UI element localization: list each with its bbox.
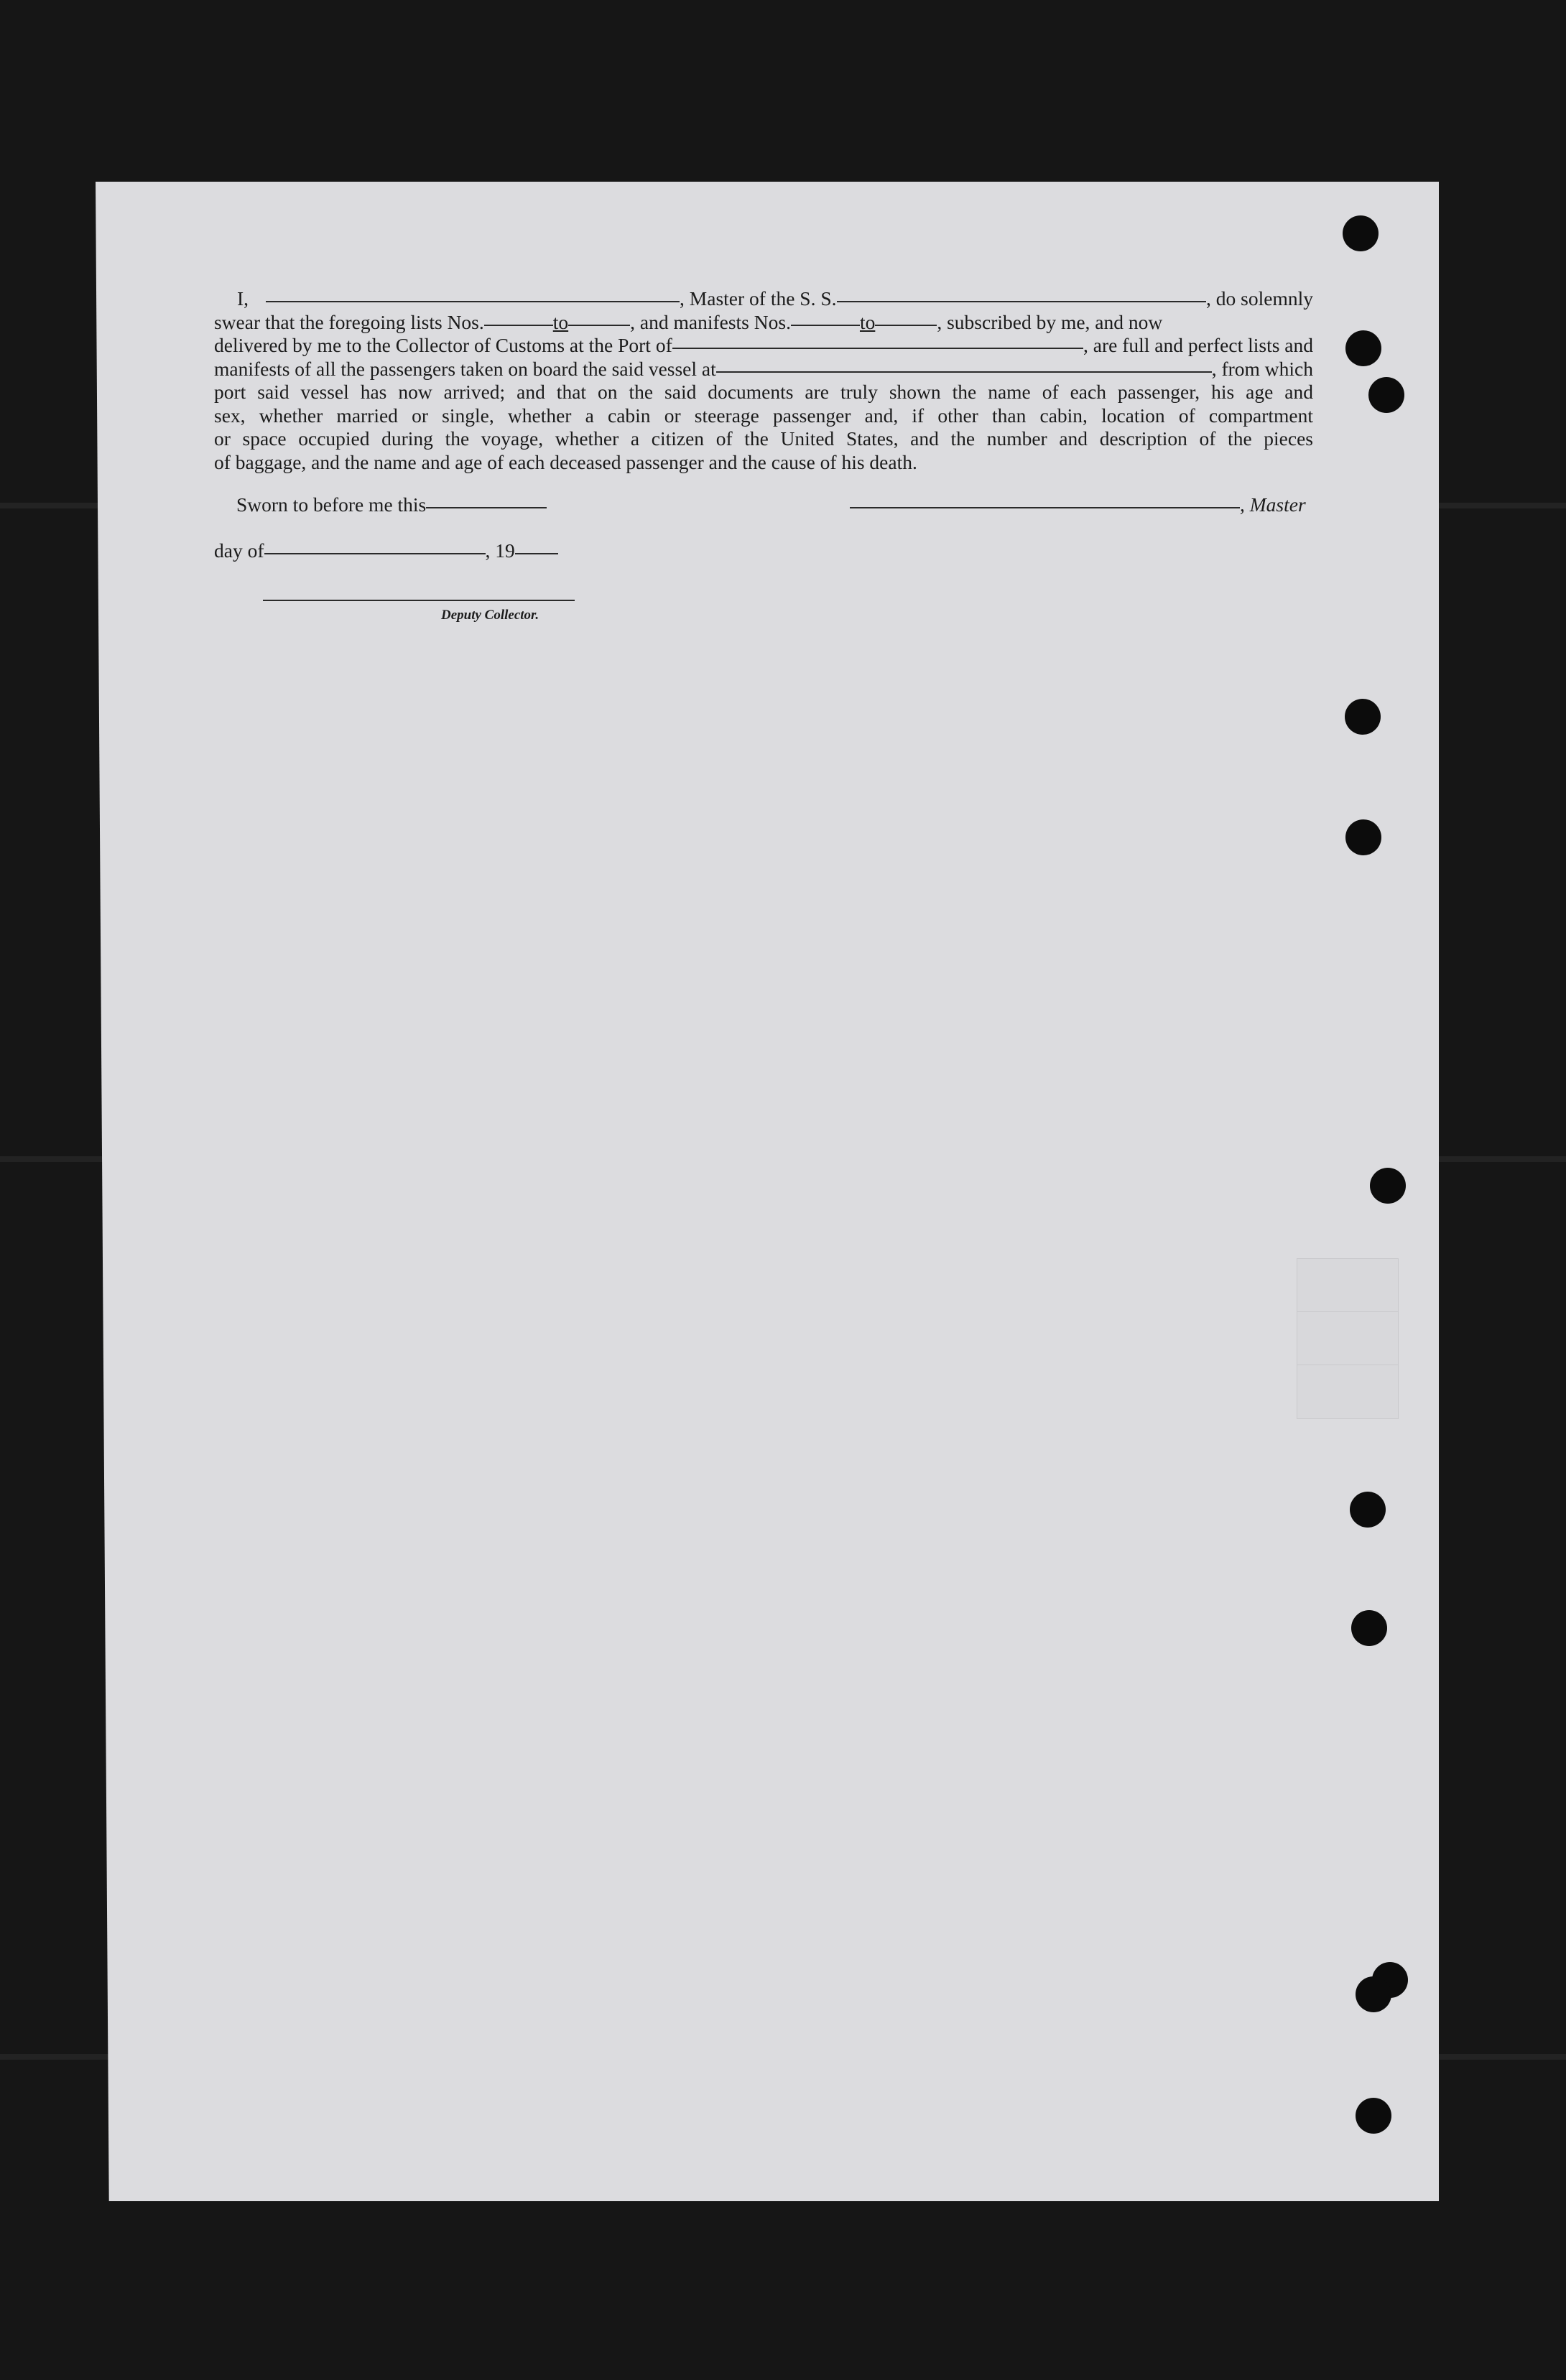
- punch-hole: [1368, 377, 1404, 413]
- lists-from-blank[interactable]: [484, 325, 553, 326]
- year-blank[interactable]: [515, 553, 558, 554]
- oath-text: I,: [237, 287, 249, 310]
- punch-hole: [1356, 1976, 1391, 2012]
- oath-line-5: port said vessel has now arrived; and that on the said documents are truly shown the name of each passenger, his age and: [214, 381, 1313, 403]
- oath-text: to: [552, 310, 569, 333]
- punch-hole: [1350, 1492, 1386, 1528]
- oath-line-3: [214, 334, 1313, 358]
- oath-line-2: [214, 311, 1313, 335]
- punch-hole: [1345, 819, 1381, 855]
- day-of-row: [214, 539, 558, 562]
- port-of-departure-blank[interactable]: [716, 371, 1212, 373]
- oath-line-7: or space occupied during the voyage, whether a citizen of the United States, and the number and description of the pieces: [214, 427, 1313, 450]
- oath-text: , from which: [1211, 357, 1313, 380]
- oath-line-6: sex, whether married or single, whether a cabin or steerage passenger and, if other than cabin, location of compartment: [214, 404, 1313, 427]
- punch-hole: [1345, 330, 1381, 366]
- oath-text: , and manifests Nos.: [630, 310, 791, 333]
- lists-to-blank[interactable]: [568, 325, 630, 326]
- oath-text: delivered by me to the Collector of Customs at the Port of: [214, 334, 672, 356]
- oath-line-1: [214, 287, 1313, 311]
- punch-hole: [1356, 2098, 1391, 2134]
- port-of-arrival-blank[interactable]: [672, 348, 1083, 349]
- punch-hole: [1370, 1168, 1406, 1204]
- manifests-from-blank[interactable]: [791, 325, 860, 326]
- sworn-date-blank[interactable]: [426, 507, 547, 508]
- document-page: [96, 182, 1439, 2201]
- oath-text: to: [859, 310, 876, 333]
- faint-stamp: [1297, 1258, 1399, 1419]
- oath-text: manifests of all the passengers taken on board the said vessel at: [214, 357, 716, 380]
- oath-text: , do solemnly: [1206, 287, 1313, 310]
- master-label: , Master: [1240, 493, 1306, 516]
- master-signature-row: [850, 493, 1306, 516]
- oath-line-8: of baggage, and the name and age of each deceased passenger and the cause of his death.: [214, 450, 917, 473]
- year-prefix: , 19: [485, 539, 515, 562]
- deputy-collector-label: Deputy Collector.: [441, 608, 539, 623]
- sworn-label: Sworn to before me this: [236, 493, 427, 516]
- oath-text: , subscribed by me, and now: [937, 310, 1163, 333]
- oath-text: swear that the foregoing lists Nos.: [214, 310, 484, 333]
- punch-hole: [1345, 699, 1381, 735]
- day-of-label: day of: [214, 539, 264, 562]
- ship-name-blank[interactable]: [837, 301, 1207, 302]
- oath-text: , are full and perfect lists and: [1083, 334, 1313, 356]
- manifests-to-blank[interactable]: [875, 325, 937, 326]
- sworn-row: [236, 493, 547, 516]
- deputy-collector-signature-line[interactable]: [263, 600, 575, 601]
- oath-paragraph: [214, 287, 1313, 474]
- master-name-blank[interactable]: [266, 301, 680, 302]
- month-blank[interactable]: [264, 553, 486, 554]
- punch-hole: [1351, 1610, 1387, 1646]
- punch-hole: [1343, 215, 1379, 251]
- oath-text: , Master of the S. S.: [680, 287, 837, 310]
- oath-line-4: [214, 358, 1313, 381]
- master-signature-blank[interactable]: [850, 507, 1240, 508]
